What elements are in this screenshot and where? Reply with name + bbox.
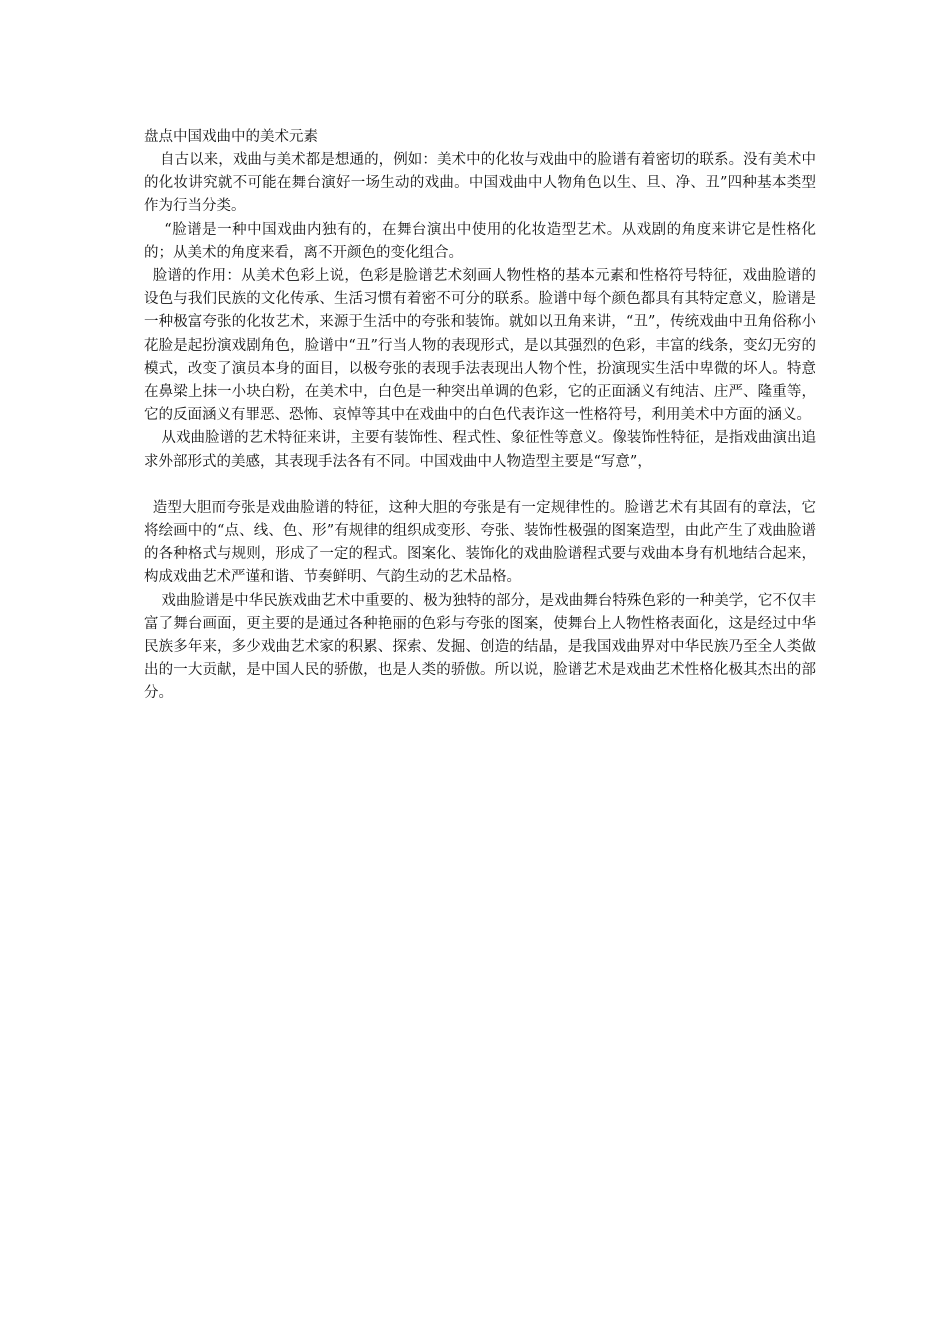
paragraph-exaggeration: 造型大胆而夸张是戏曲脸谱的特征，这种大胆的夸张是有一定规律性的。脸谱艺术有其固有的章法，它将绘画中的“点、线、色、形”有规律的组织成变形、夸张、装饰性极强的图案造型，由此产生了戏曲脸谱的各种格式与规则，形成了一定的程式。图案化、装饰化的戏曲脸谱程式要与戏曲本身有机地结合起来，构成戏曲艺术严谨和谐、节奏鲜明、气韵生动的艺术品格。 (144, 499, 816, 586)
paragraph-definition: “脸谱是一种中国戏曲内独有的，在舞台演出中使用的化妆造型艺术。从戏剧的角度来讲它是性格化的；从美术的角度来看，离不开颜色的变化组合。 (144, 221, 816, 261)
document-title: 盘点中国戏曲中的美术元素 (144, 129, 318, 145)
paragraph-function: 脸谱的作用：从美术色彩上说，色彩是脸谱艺术刻画人物性格的基本元素和性格符号特征，戏曲脸谱的设色与我们民族的文化传承、生活习惯有着密不可分的联系。脸谱中每个颜色都具有其特定意义，脸谱是一种极富夸张的化妆艺术，来源于生活中的夸张和装饰。就如以丑角来讲，“丑”，传统戏曲中丑角俗称小花脸是起扮演戏剧角色，脸谱中“丑”行当人物的表现形式，是以其强烈的色彩，丰富的线条，变幻无穷的模式，改变了演员本身的面目，以极夸张的表现手法表现出人物个性，扮演现实生活中卑微的坏人。特意在鼻梁上抹一小块白粉，在美术中，白色是一种突出单调的色彩，它的正面涵义有纯洁、庄严、隆重等，它的反面涵义有罪恶、恐怖、哀悼等其中在戏曲中的白色代表诈这一性格符号，利用美术中方面的涵义。 (144, 268, 816, 424)
paragraph-features: 从戏曲脸谱的艺术特征来讲，主要有装饰性、程式性、象征性等意义。像装饰性特征，是指戏曲演出追求外部形式的美感，其表现手法各有不同。中国戏曲中人物造型主要是“写意”， (144, 430, 816, 470)
paragraph-intro: 自古以来，戏曲与美术都是想通的，例如：美术中的化妆与戏曲中的脸谱有着密切的联系。没有美术中的化妆讲究就不可能在舞台演好一场生动的戏曲。中国戏曲中人物角色以生、旦、净、丑”四种基本类型作为行当分类。 (144, 152, 816, 215)
paragraph-conclusion: 戏曲脸谱是中华民族戏曲艺术中重要的、极为独特的部分，是戏曲舞台特殊色彩的一种美学，它不仅丰富了舞台画面，更主要的是通过各种艳丽的色彩与夸张的图案，使舞台上人物性格表面化，这是经过中华民族多年来，多少戏曲艺术家的积累、探索、发掘、创造的结晶，是我国戏曲界对中华民族乃至全人类做出的一大贡献，是中国人民的骄傲，也是人类的骄傲。所以说，脸谱艺术是戏曲艺术性格化极其杰出的部分。 (144, 592, 816, 702)
document-page (144, 126, 816, 706)
